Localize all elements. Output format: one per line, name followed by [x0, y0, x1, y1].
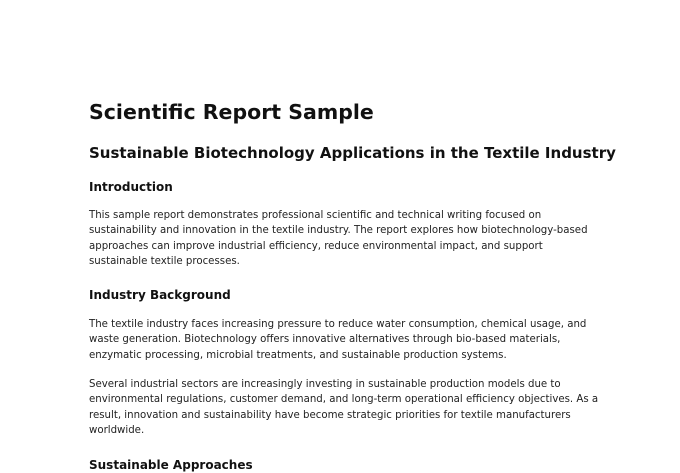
section-heading-industry-background: Industry Background — [89, 288, 231, 303]
document-body — [89, 99, 616, 473]
section-heading-sustainable-approaches: Sustainable Approaches — [89, 458, 253, 473]
industry-background-paragraph-2: Several industrial sectors are increasingly investing in sustainable production models due to environmental regulations, customer demand, and long-term operational efficiency objectives. As a result, innovation and sustainability have become strategic priorities for textile manufacturers worldwide. — [89, 379, 599, 436]
industry-background-paragraph-1: The textile industry faces increasing pressure to reduce water consumption, chemical usage, and waste generation. Biotechnology offers innovative alternatives through bio-based materials, enzymatic processing, microbial treatments, and sustainable production systems. — [89, 319, 587, 361]
report-title: Scientific Report Sample — [89, 100, 374, 124]
section-heading-introduction: Introduction — [89, 180, 173, 194]
introduction-paragraph: This sample report demonstrates professional scientific and technical writing focused on sustainability and innovation in the textile industry. The report explores how biotechnology-based approaches can improve industrial efficiency, reduce environmental impact, and support sustainable textile processes. — [89, 210, 588, 267]
report-subtitle: Sustainable Biotechnology Applications in the Textile Industry — [89, 144, 616, 162]
